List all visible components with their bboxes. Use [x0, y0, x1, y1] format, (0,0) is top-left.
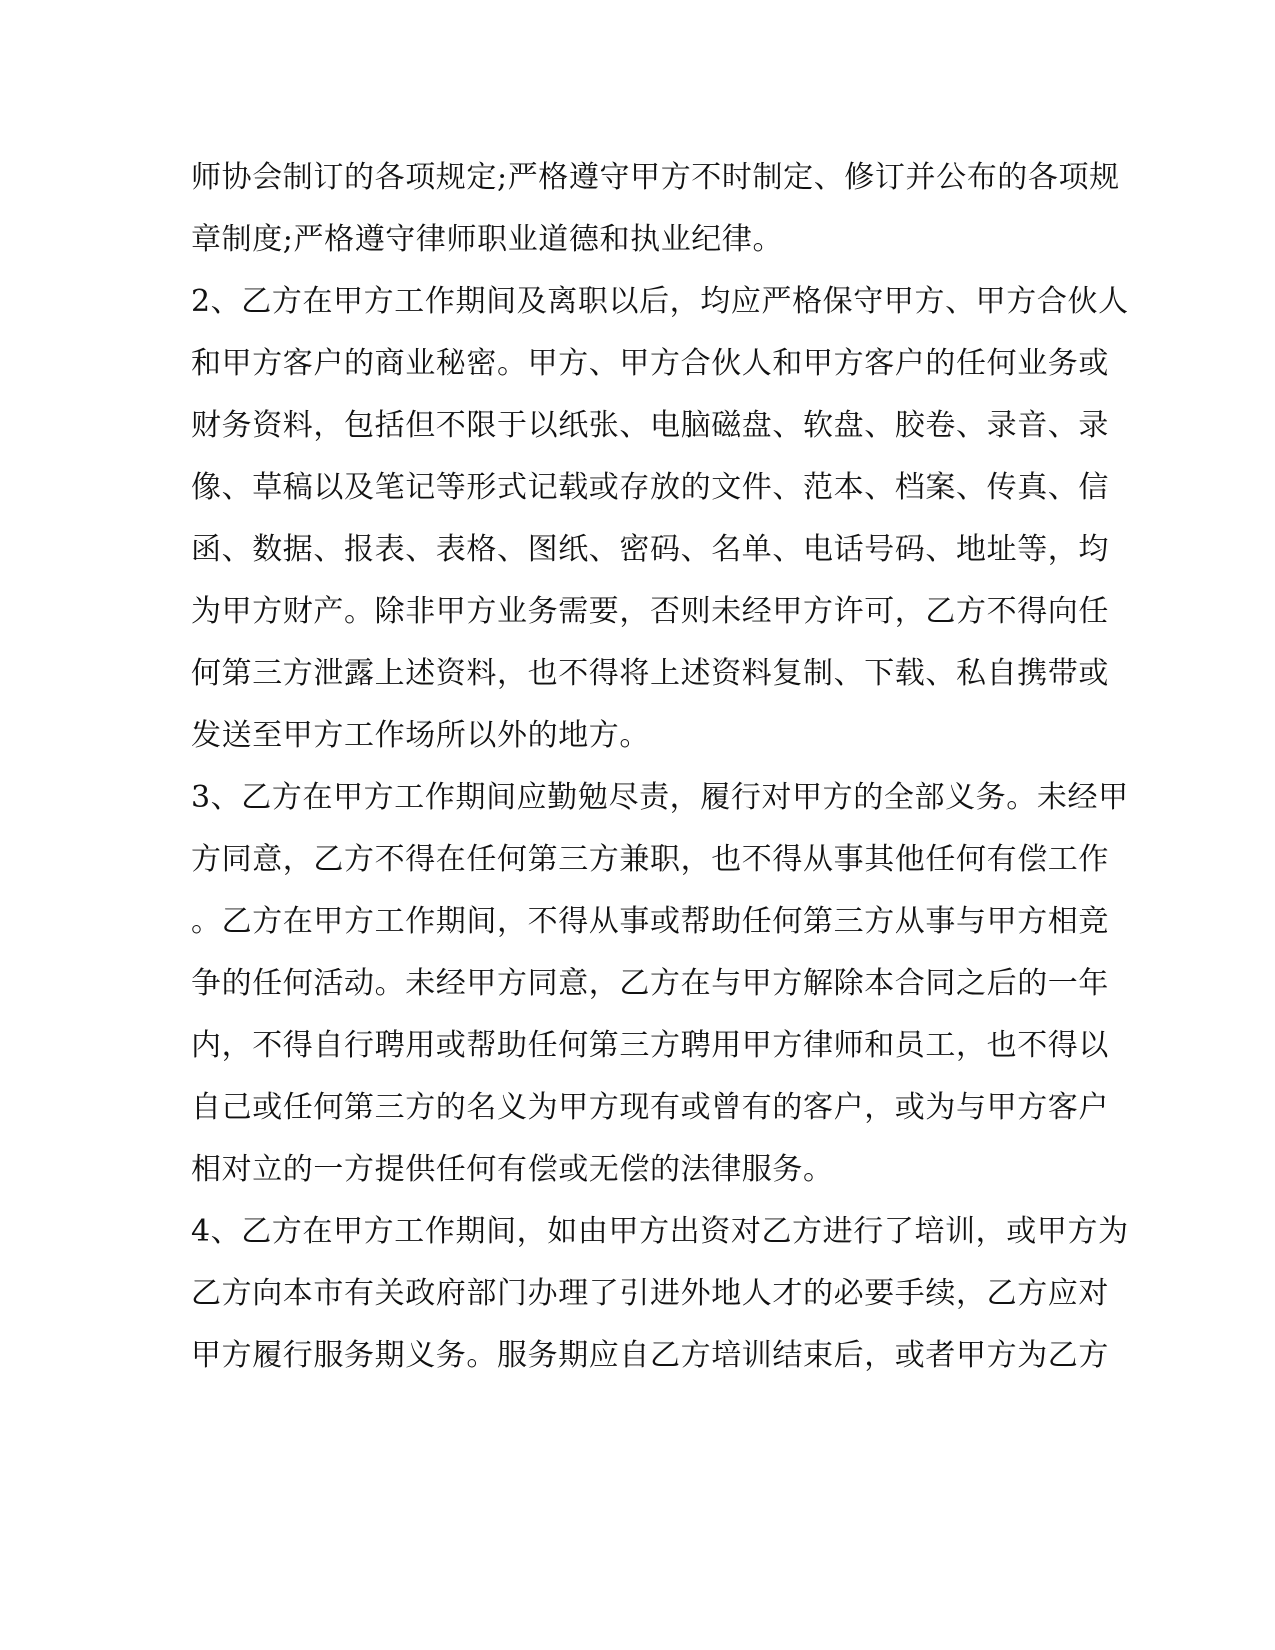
text-line: 函、数据、报表、表格、图纸、密码、名单、电话号码、地址等，均 [191, 532, 1109, 567]
text-line: 像、草稿以及笔记等形式记载或存放的文件、范本、档案、传真、信 [191, 470, 1109, 505]
text-line: 争的任何活动。未经甲方同意，乙方在与甲方解除本合同之后的一年 [191, 966, 1109, 1001]
text-line: 乙方向本市有关政府部门办理了引进外地人才的必要手续，乙方应对 [191, 1276, 1109, 1311]
text-line: 何第三方泄露上述资料，也不得将上述资料复制、下载、私自携带或 [191, 656, 1109, 691]
text-line: 4、乙方在甲方工作期间，如由甲方出资对乙方进行了培训，或甲方为 [191, 1214, 1129, 1249]
text-line: 甲方履行服务期义务。服务期应自乙方培训结束后，或者甲方为乙方 [191, 1338, 1109, 1373]
text-line: 方同意，乙方不得在任何第三方兼职，也不得从事其他任何有偿工作 [191, 842, 1109, 877]
text-line: 和甲方客户的商业秘密。甲方、甲方合伙人和甲方客户的任何业务或 [191, 346, 1109, 381]
text-line: 师协会制订的各项规定;严格遵守甲方不时制定、修订并公布的各项规 [191, 160, 1120, 195]
text-line: 财务资料，包括但不限于以纸张、电脑磁盘、软盘、胶卷、录音、录 [191, 408, 1109, 443]
text-line: 内，不得自行聘用或帮助任何第三方聘用甲方律师和员工，也不得以 [191, 1028, 1109, 1063]
text-line: 3、乙方在甲方工作期间应勤勉尽责，履行对甲方的全部义务。未经甲 [191, 780, 1129, 815]
text-line: 为甲方财产。除非甲方业务需要，否则未经甲方许可，乙方不得向任 [191, 594, 1109, 629]
text-line: 相对立的一方提供任何有偿或无偿的法律服务。 [191, 1152, 834, 1187]
text-line: 发送至甲方工作场所以外的地方。 [191, 718, 650, 753]
text-line: 。乙方在甲方工作期间，不得从事或帮助任何第三方从事与甲方相竞 [191, 904, 1109, 939]
text-line: 自己或任何第三方的名义为甲方现有或曾有的客户，或为与甲方客户 [191, 1090, 1109, 1125]
text-line: 章制度;严格遵守律师职业道德和执业纪律。 [191, 222, 784, 257]
text-line: 2、乙方在甲方工作期间及离职以后，均应严格保守甲方、甲方合伙人 [191, 284, 1129, 319]
